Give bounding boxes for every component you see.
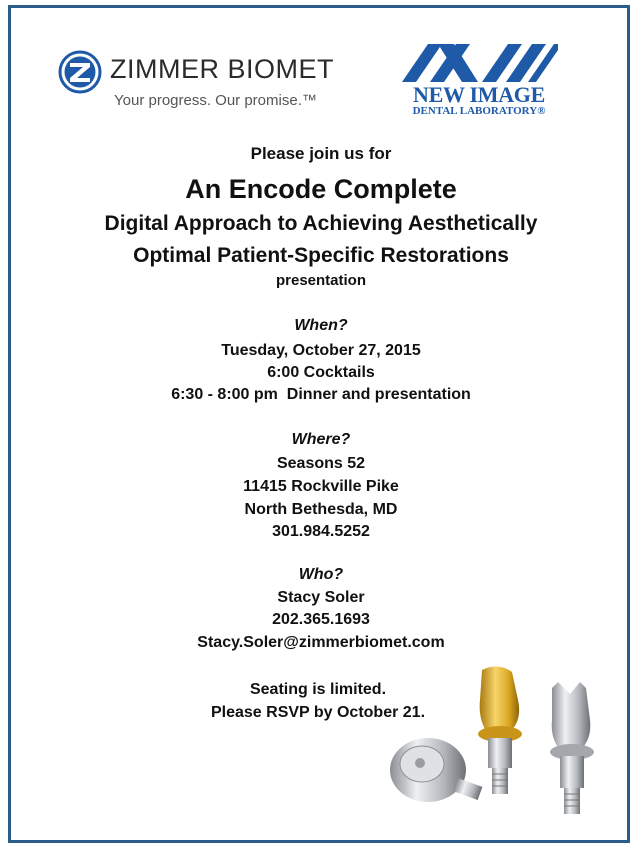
event-title-line2: Digital Approach to Achieving Aesthetically [104,212,538,235]
event-title: An Encode Complete [185,174,457,204]
contact-name: Stacy Soler [277,589,365,606]
rsvp-deadline: Please RSVP by October 21. [210,704,426,721]
zimmer-biomet-name: ZIMMER BIOMET [110,54,334,84]
contact-email[interactable]: Stacy.Soler@zimmerbiomet.com [197,634,445,651]
cocktails-time: 6:00 Cocktails [267,364,375,381]
venue-city: North Bethesda, MD [244,501,398,518]
seating-notice: Seating is limited. [249,681,387,698]
event-date: Tuesday, October 27, 2015 [221,342,421,359]
venue-phone: 301.984.5252 [272,523,370,540]
ni-logo-icon [402,42,558,84]
venue-name: Seasons 52 [276,455,366,472]
event-title-line3: Optimal Patient-Specific Restorations [133,244,509,267]
event-subtitle: presentation [275,272,366,289]
venue-street: 11415 Rockville Pike [243,478,399,495]
when-heading: When? [294,317,348,334]
where-heading: Where? [291,431,351,448]
new-image-logo [400,40,560,120]
zimmer-biomet-tagline: Your progress. Our promise.™ [114,92,317,109]
dinner-time: 6:30 - 8:00 pm Dinner and presentation [171,386,471,403]
dental-abutments-image [380,660,620,830]
healing-abutment [390,738,482,802]
titanium-abutment [550,682,594,814]
who-heading: Who? [298,566,344,583]
zimmer-biomet-logo [58,44,334,114]
contact-phone: 202.365.1693 [272,611,370,628]
new-image-subtitle: DENTAL LABORATORY® [412,105,546,117]
new-image-name: NEW IMAGE [413,82,545,107]
invitation-intro: Please join us for [250,144,392,163]
gold-abutment [478,666,522,794]
zimmer-z-logo-icon [58,50,102,94]
